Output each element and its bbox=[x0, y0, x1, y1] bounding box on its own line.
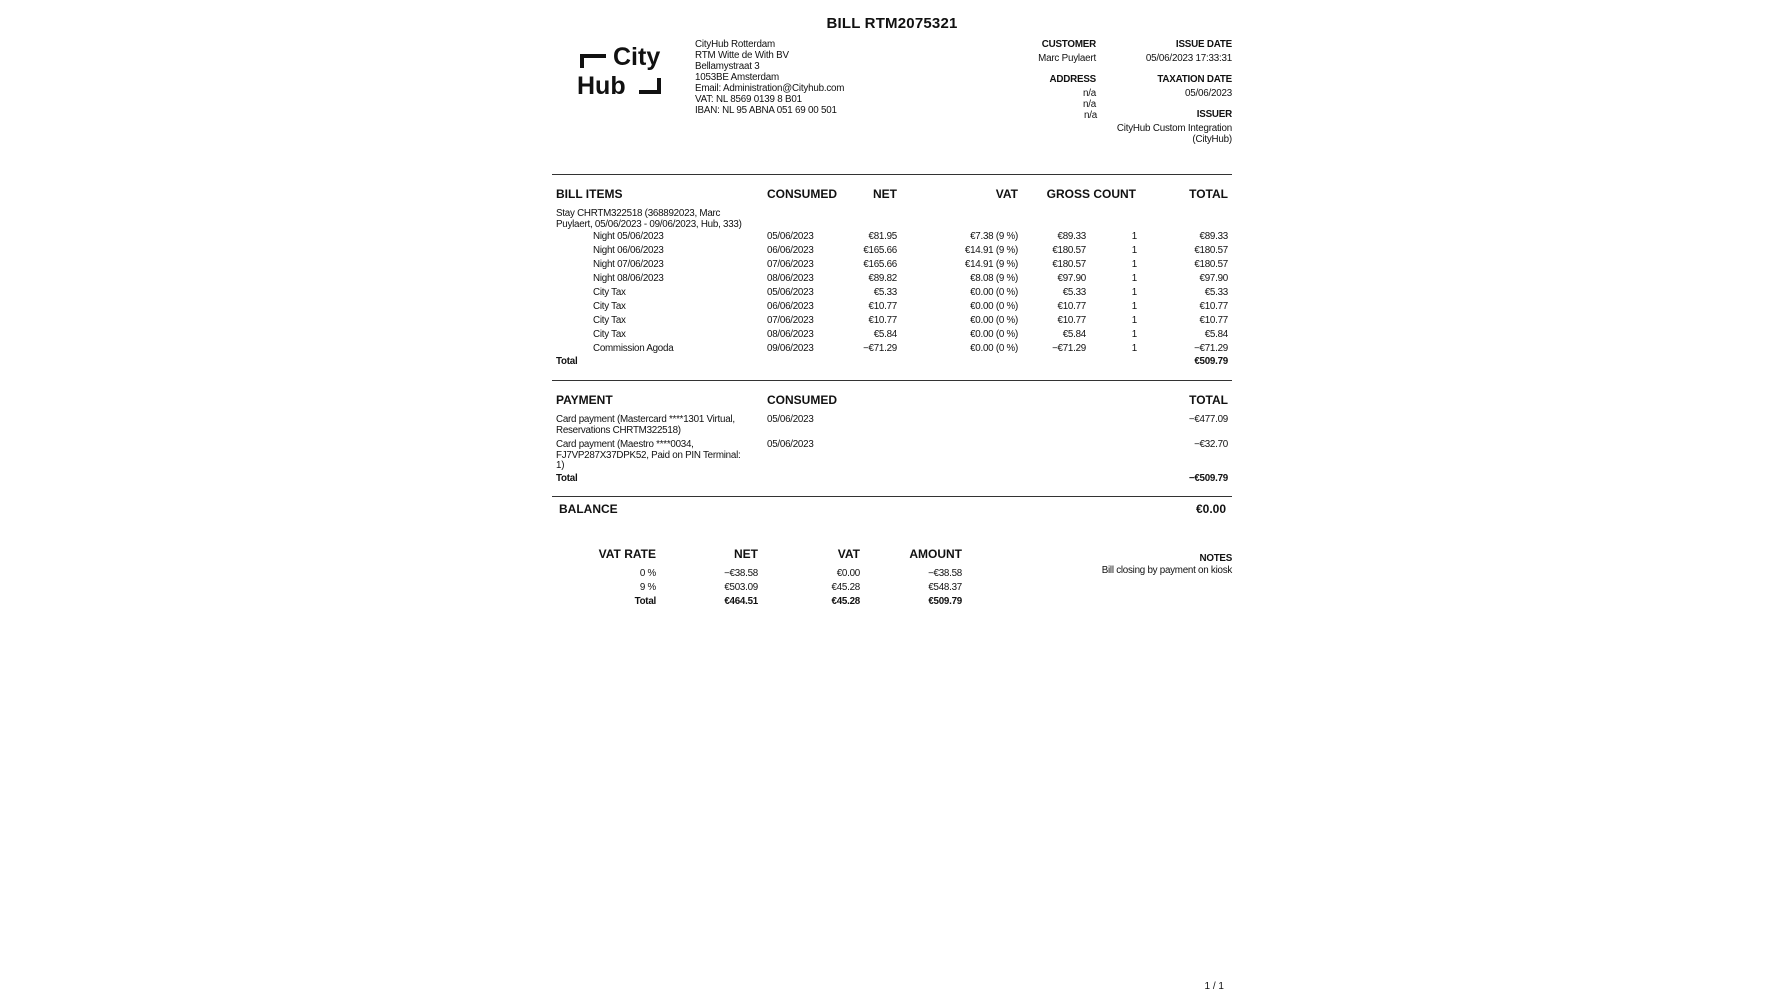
item-gross: €89.33 bbox=[1057, 231, 1086, 242]
address-label: ADDRESS bbox=[1049, 74, 1096, 85]
address-line: n/a bbox=[1082, 99, 1096, 110]
divider bbox=[552, 496, 1232, 497]
payment-total-row bbox=[552, 474, 1232, 487]
item-consumed: 06/06/2023 bbox=[767, 301, 814, 312]
item-name: Night 06/06/2023 bbox=[593, 245, 664, 256]
divider bbox=[552, 380, 1232, 381]
company-line: RTM Witte de With BV bbox=[695, 50, 789, 61]
payment-line: 1) bbox=[556, 460, 565, 471]
cityhub-logo bbox=[577, 43, 669, 104]
item-name: Commission Agoda bbox=[593, 343, 674, 354]
header-bill-items: BILL ITEMS bbox=[556, 187, 623, 201]
item-consumed: 08/06/2023 bbox=[767, 329, 814, 340]
item-total: €97.90 bbox=[1199, 273, 1228, 284]
item-name: City Tax bbox=[593, 315, 626, 326]
item-net: €89.82 bbox=[868, 273, 897, 284]
table-row bbox=[552, 316, 1232, 329]
bill-items-total-row bbox=[552, 357, 1232, 370]
payment-consumed: 05/06/2023 bbox=[767, 414, 814, 425]
header-vat-rate: VAT RATE bbox=[598, 547, 656, 561]
issue-block bbox=[1082, 40, 1232, 146]
company-line: Bellamystraat 3 bbox=[695, 61, 760, 72]
item-count: 1 bbox=[1131, 245, 1137, 256]
address-line: n/a bbox=[1082, 88, 1096, 99]
table-row bbox=[552, 260, 1232, 273]
stay-line: Stay CHRTM322518 (368892023, Marc bbox=[556, 208, 721, 219]
taxation-date-value: 05/06/2023 bbox=[1184, 88, 1232, 99]
item-total: €10.77 bbox=[1199, 315, 1228, 326]
company-line: Email: Administration@Cityhub.com bbox=[695, 83, 845, 94]
logo-bracket-bottom-right bbox=[639, 78, 661, 94]
item-gross: €180.57 bbox=[1052, 259, 1086, 270]
item-gross: €180.57 bbox=[1052, 245, 1086, 256]
payment-total: −€477.09 bbox=[1188, 414, 1228, 425]
item-name: Night 05/06/2023 bbox=[593, 231, 664, 242]
item-net: €165.66 bbox=[863, 259, 897, 270]
header-consumed: CONSUMED bbox=[767, 393, 838, 407]
page-number: 1 / 1 bbox=[1204, 981, 1224, 992]
item-consumed: 05/06/2023 bbox=[767, 231, 814, 242]
issuer-line: (CityHub) bbox=[1192, 134, 1232, 145]
stay-line: Puylaert, 05/06/2023 - 09/06/2023, Hub, 333) bbox=[556, 218, 742, 230]
item-vat: €0.00 (0 %) bbox=[970, 343, 1018, 354]
vat-total-amount: €509.79 bbox=[928, 596, 962, 607]
vat-rate: 9 % bbox=[639, 582, 656, 593]
vat-rate: 0 % bbox=[639, 568, 656, 579]
item-vat: €14.91 (9 %) bbox=[964, 245, 1018, 256]
item-gross: €97.90 bbox=[1057, 273, 1086, 284]
customer-name: Marc Puylaert bbox=[1038, 53, 1096, 64]
vat-total-net: €464.51 bbox=[724, 596, 758, 607]
logo-bracket-top-left bbox=[580, 54, 606, 68]
bill-document bbox=[552, 0, 1232, 1000]
item-gross: €5.84 bbox=[1062, 329, 1086, 340]
header-count: COUNT bbox=[1093, 187, 1136, 201]
item-gross: €10.77 bbox=[1057, 315, 1086, 326]
payment-description bbox=[556, 415, 735, 436]
item-name: City Tax bbox=[593, 301, 626, 312]
vat-amount: €548.37 bbox=[928, 582, 962, 593]
balance-value: €0.00 bbox=[1195, 502, 1226, 516]
item-count: 1 bbox=[1131, 329, 1137, 340]
company-line: CityHub Rotterdam bbox=[695, 39, 775, 50]
item-total: €5.84 bbox=[1204, 329, 1228, 340]
item-gross: €5.33 bbox=[1062, 287, 1086, 298]
payment-description bbox=[556, 440, 740, 472]
divider bbox=[552, 174, 1232, 175]
vat-net: €503.09 bbox=[724, 582, 758, 593]
logo-word-city: City bbox=[613, 43, 661, 71]
header-total: TOTAL bbox=[1189, 187, 1228, 201]
issue-date-value: 05/06/2023 17:33:31 bbox=[1145, 53, 1232, 64]
item-consumed: 08/06/2023 bbox=[767, 273, 814, 284]
header-gross: GROSS bbox=[1046, 187, 1090, 201]
header-net: NET bbox=[873, 187, 897, 201]
item-net: −€71.29 bbox=[863, 343, 897, 354]
item-count: 1 bbox=[1131, 287, 1137, 298]
balance-label: BALANCE bbox=[559, 502, 618, 516]
vat-total-label: Total bbox=[634, 596, 656, 607]
item-vat: €0.00 (0 %) bbox=[970, 329, 1018, 340]
payment-line: Reservations CHRTM322518) bbox=[556, 424, 681, 436]
table-row bbox=[552, 330, 1232, 343]
item-total: €10.77 bbox=[1199, 301, 1228, 312]
item-net: €165.66 bbox=[863, 245, 897, 256]
bill-items-header bbox=[552, 188, 1232, 204]
item-vat: €0.00 (0 %) bbox=[970, 301, 1018, 312]
header-net: NET bbox=[734, 547, 758, 561]
company-address bbox=[695, 39, 844, 116]
customer-label: CUSTOMER bbox=[1041, 39, 1096, 50]
item-consumed: 06/06/2023 bbox=[767, 245, 814, 256]
item-consumed: 05/06/2023 bbox=[767, 287, 814, 298]
item-name: Night 08/06/2023 bbox=[593, 273, 664, 284]
header-payment: PAYMENT bbox=[556, 393, 613, 407]
company-line: IBAN: NL 95 ABNA 051 69 00 501 bbox=[695, 105, 837, 116]
item-vat: €0.00 (0 %) bbox=[970, 287, 1018, 298]
payment-consumed: 05/06/2023 bbox=[767, 439, 814, 450]
item-count: 1 bbox=[1131, 315, 1137, 326]
payment-line: Card payment (Maestro ****0034, bbox=[556, 439, 694, 450]
vat-summary-total-row bbox=[552, 597, 1232, 610]
table-row bbox=[552, 274, 1232, 287]
header-total: TOTAL bbox=[1189, 393, 1228, 407]
table-row bbox=[552, 246, 1232, 259]
logo-word-hub: Hub bbox=[577, 72, 626, 100]
address-line: n/a bbox=[1083, 110, 1097, 121]
payment-line: Card payment (Mastercard ****1301 Virtual, bbox=[556, 414, 735, 425]
table-row bbox=[552, 288, 1232, 301]
item-net: €10.77 bbox=[868, 315, 897, 326]
item-gross: €10.77 bbox=[1057, 301, 1086, 312]
payment-total: −€32.70 bbox=[1194, 439, 1228, 450]
vat-total-vat: €45.28 bbox=[831, 596, 860, 607]
customer-block bbox=[946, 40, 1096, 122]
total-label: Total bbox=[556, 356, 578, 367]
item-count: 1 bbox=[1131, 343, 1137, 354]
table-row bbox=[552, 232, 1232, 245]
item-count: 1 bbox=[1131, 273, 1137, 284]
issuer-line: CityHub Custom Integration bbox=[1116, 123, 1232, 134]
total-label: Total bbox=[556, 473, 578, 484]
table-row bbox=[552, 302, 1232, 315]
item-consumed: 07/06/2023 bbox=[767, 259, 814, 270]
vat-vat: €45.28 bbox=[831, 582, 860, 593]
company-line: VAT: NL 8569 0139 8 B01 bbox=[695, 94, 802, 105]
company-line: 1053BE Amsterdam bbox=[695, 72, 779, 83]
item-name: Night 07/06/2023 bbox=[593, 259, 664, 270]
item-net: €81.95 bbox=[868, 231, 897, 242]
item-total: −€71.29 bbox=[1194, 343, 1228, 354]
item-vat: €8.08 (9 %) bbox=[970, 273, 1018, 284]
vat-amount: −€38.58 bbox=[928, 568, 962, 579]
total-value: €509.79 bbox=[1194, 356, 1228, 367]
vat-vat: €0.00 bbox=[836, 568, 860, 579]
item-net: €10.77 bbox=[868, 301, 897, 312]
header-vat: VAT bbox=[837, 547, 860, 561]
item-vat: €0.00 (0 %) bbox=[970, 315, 1018, 326]
issue-date-label: ISSUE DATE bbox=[1175, 39, 1232, 50]
item-net: €5.33 bbox=[873, 287, 897, 298]
vat-net: −€38.58 bbox=[724, 568, 758, 579]
payment-line: FJ7VP287X37DPK52, Paid on PIN Terminal: bbox=[556, 449, 741, 461]
item-name: City Tax bbox=[593, 329, 626, 340]
stay-description bbox=[556, 209, 742, 230]
item-count: 1 bbox=[1131, 231, 1137, 242]
item-net: €5.84 bbox=[873, 329, 897, 340]
notes-block bbox=[1102, 554, 1232, 577]
issuer-label: ISSUER bbox=[1196, 109, 1232, 120]
bill-title: BILL RTM2075321 bbox=[826, 15, 958, 32]
table-row bbox=[552, 344, 1232, 357]
item-name: City Tax bbox=[593, 287, 626, 298]
taxation-date-label: TAXATION DATE bbox=[1157, 74, 1232, 85]
payment-header bbox=[552, 394, 1232, 410]
item-vat: €14.91 (9 %) bbox=[964, 259, 1018, 270]
total-value: −€509.79 bbox=[1188, 473, 1228, 484]
item-count: 1 bbox=[1131, 301, 1137, 312]
item-gross: −€71.29 bbox=[1052, 343, 1086, 354]
header-vat: VAT bbox=[995, 187, 1018, 201]
balance-row bbox=[552, 503, 1232, 519]
item-count: 1 bbox=[1131, 259, 1137, 270]
item-consumed: 09/06/2023 bbox=[767, 343, 814, 354]
header-consumed: CONSUMED bbox=[767, 187, 838, 201]
item-total: €5.33 bbox=[1204, 287, 1228, 298]
header-amount: AMOUNT bbox=[909, 547, 962, 561]
notes-label: NOTES bbox=[1199, 553, 1232, 564]
item-consumed: 07/06/2023 bbox=[767, 315, 814, 326]
item-total: €180.57 bbox=[1194, 245, 1228, 256]
item-total: €180.57 bbox=[1194, 259, 1228, 270]
item-vat: €7.38 (9 %) bbox=[970, 231, 1018, 242]
item-total: €89.33 bbox=[1199, 231, 1228, 242]
table-row bbox=[552, 583, 1232, 596]
notes-text: Bill closing by payment on kiosk bbox=[1101, 565, 1232, 576]
